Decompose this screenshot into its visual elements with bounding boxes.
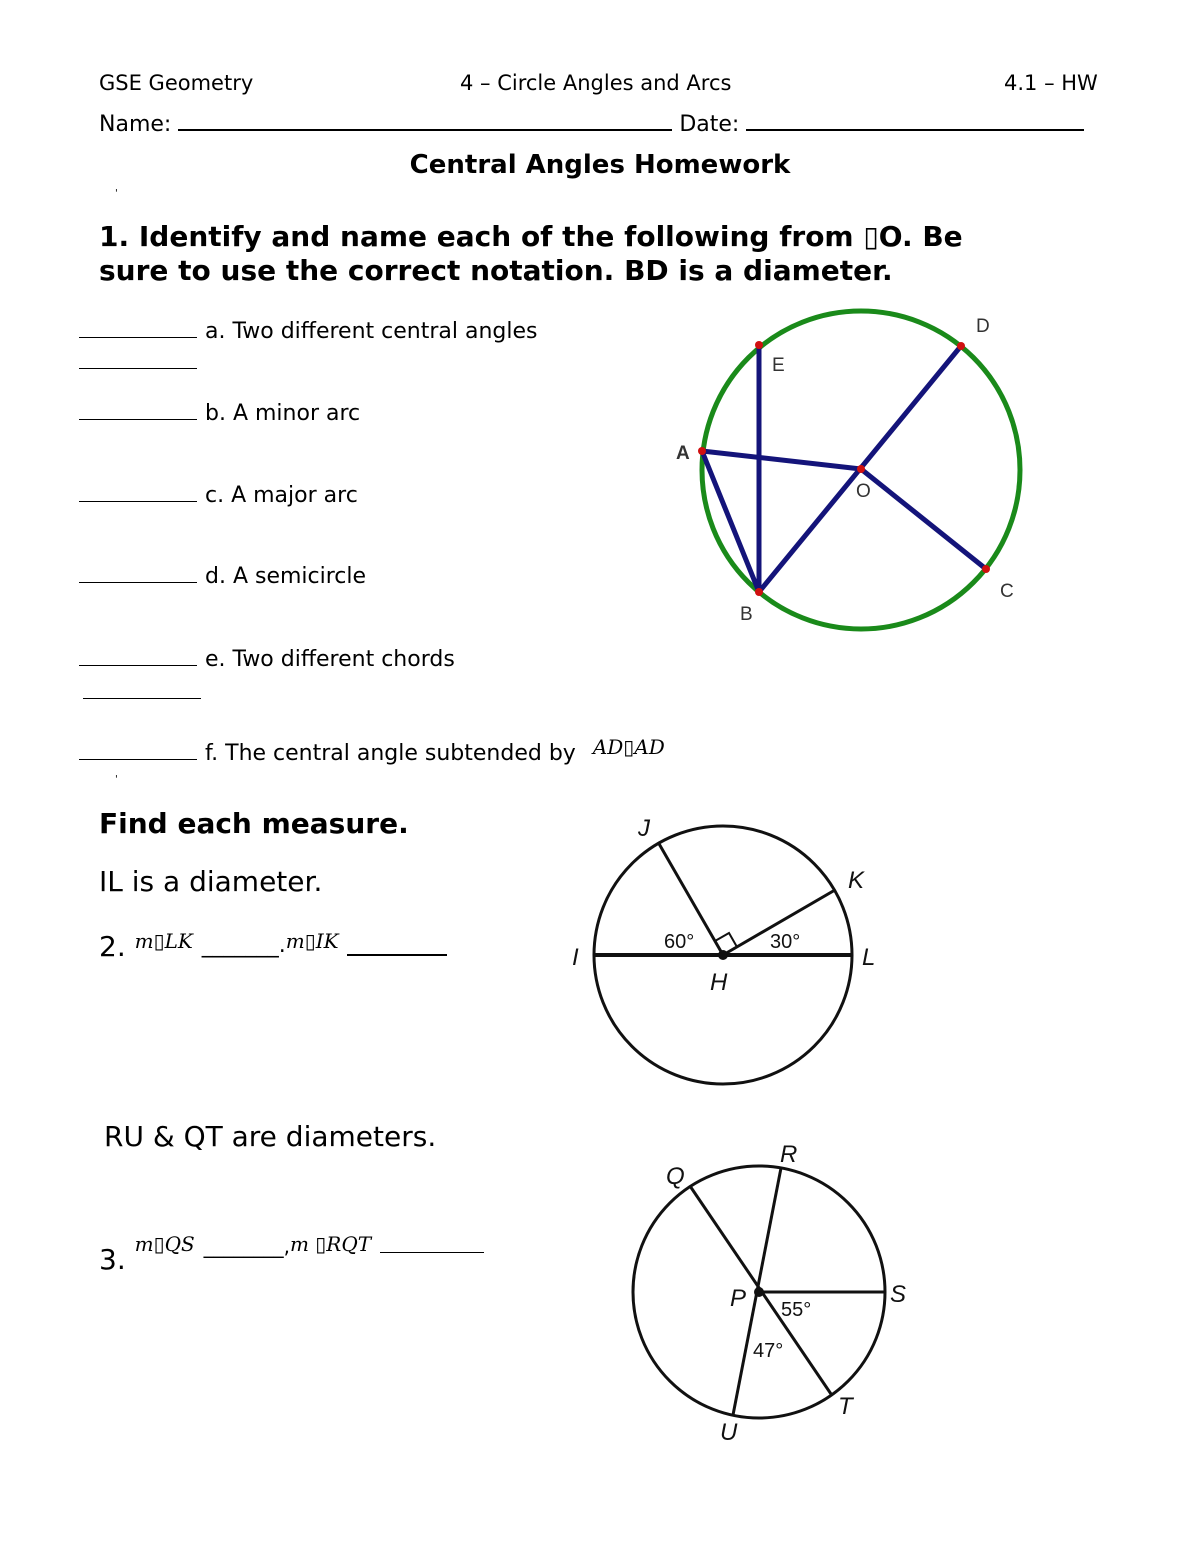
point-b xyxy=(755,588,763,596)
q1-item-f xyxy=(79,735,665,766)
segment-ao xyxy=(702,451,861,469)
label-k: K xyxy=(848,867,865,894)
center-h xyxy=(718,950,728,960)
tick-mark-2: ' xyxy=(115,774,118,785)
answer-blank-a2[interactable] xyxy=(79,348,197,369)
date-label: Date: xyxy=(679,112,740,137)
item-b-label: b. A minor arc xyxy=(205,401,361,426)
item-c-label: c. A major arc xyxy=(205,483,358,508)
segments xyxy=(702,345,986,592)
answer-blank-f[interactable] xyxy=(79,739,197,760)
label-t: T xyxy=(838,1393,853,1420)
header-assignment: 4.1 – HW xyxy=(1004,71,1098,95)
item-f-label: f. The central angle subtended by xyxy=(205,741,576,766)
angle-60: 60° xyxy=(664,931,695,953)
segment-oc xyxy=(861,469,986,569)
arc-ad-math: AD▯AD xyxy=(592,735,665,759)
label-j: J xyxy=(638,815,650,842)
name-label: Name: xyxy=(99,112,172,137)
q3-answer-blank-1[interactable]: ________, xyxy=(203,1234,290,1258)
q2-answer-blank-2[interactable] xyxy=(347,954,447,956)
label-i: I xyxy=(572,944,579,971)
point-d xyxy=(957,342,965,350)
q3-answer-blank-2[interactable] xyxy=(380,1252,484,1253)
answer-blank-a[interactable] xyxy=(79,317,197,338)
angle-30: 30° xyxy=(770,931,801,953)
q3-row xyxy=(99,1232,484,1276)
point-e xyxy=(755,341,763,349)
label-l: L xyxy=(862,944,876,971)
q1-item-c xyxy=(79,481,358,508)
center-p xyxy=(754,1287,764,1297)
label-h: H xyxy=(710,969,728,996)
label-s: S xyxy=(890,1281,907,1308)
q1-item-a xyxy=(79,317,537,344)
name-field[interactable] xyxy=(178,129,672,131)
label-o: O xyxy=(856,481,871,502)
q1-item-d xyxy=(79,562,366,589)
q2-expr2: m▯IK xyxy=(285,929,339,953)
item-e-label: e. Two different chords xyxy=(205,647,455,672)
point-c xyxy=(982,565,990,573)
angle-47: 47° xyxy=(753,1340,784,1362)
label-a: A xyxy=(676,443,690,464)
label-q: Q xyxy=(666,1163,685,1190)
label-d: D xyxy=(976,316,990,337)
answer-blank-d[interactable] xyxy=(79,562,197,583)
answer-blank-c[interactable] xyxy=(79,481,197,502)
q1-prompt-line2: sure to use the correct notation. BD is a diameter. xyxy=(99,254,893,287)
q2-answer-blank-1[interactable]: _______. xyxy=(201,933,286,958)
q1-prompt-line1: 1. Identify and name each of the following from ▯O. Be xyxy=(99,220,963,253)
angle-55: 55° xyxy=(781,1299,812,1321)
name-row xyxy=(99,112,1084,137)
q1-item-e xyxy=(79,645,455,672)
label-e: E xyxy=(772,355,785,376)
find-heading: Find each measure. xyxy=(99,807,409,840)
q2-row xyxy=(99,930,447,963)
q2-number: 2. xyxy=(99,930,126,963)
q1-item-b xyxy=(79,399,360,426)
q3-given: RU & QT are diameters. xyxy=(104,1120,437,1153)
label-r: R xyxy=(780,1141,798,1168)
circle-diagram-o xyxy=(660,300,1040,640)
answer-blank-b[interactable] xyxy=(79,399,197,420)
answer-blank-e2[interactable] xyxy=(83,678,201,699)
circle-diagram-p xyxy=(620,1140,920,1450)
answer-blank-e[interactable] xyxy=(79,645,197,666)
q3-expr1: m▯QS xyxy=(134,1232,195,1256)
q3-number: 3. xyxy=(99,1243,126,1276)
date-field[interactable] xyxy=(746,129,1084,131)
q2-given: IL is a diameter. xyxy=(99,865,323,898)
label-c: C xyxy=(1000,581,1014,602)
point-o xyxy=(857,465,865,473)
header-unit: 4 – Circle Angles and Arcs xyxy=(460,71,732,95)
label-b: B xyxy=(740,604,753,625)
label-p: P xyxy=(730,1285,747,1312)
point-a xyxy=(698,447,706,455)
q2-expr1: m▯LK xyxy=(134,929,193,953)
circle-diagram-h xyxy=(560,810,900,1100)
q3-expr2: m ▯RQT xyxy=(289,1232,372,1256)
label-u: U xyxy=(720,1419,738,1446)
tick-mark: ' xyxy=(115,188,118,199)
item-d-label: d. A semicircle xyxy=(205,564,367,589)
item-a-label: a. Two different central angles xyxy=(205,319,538,344)
header-course: GSE Geometry xyxy=(99,71,254,95)
page-title: Central Angles Homework xyxy=(409,150,791,180)
